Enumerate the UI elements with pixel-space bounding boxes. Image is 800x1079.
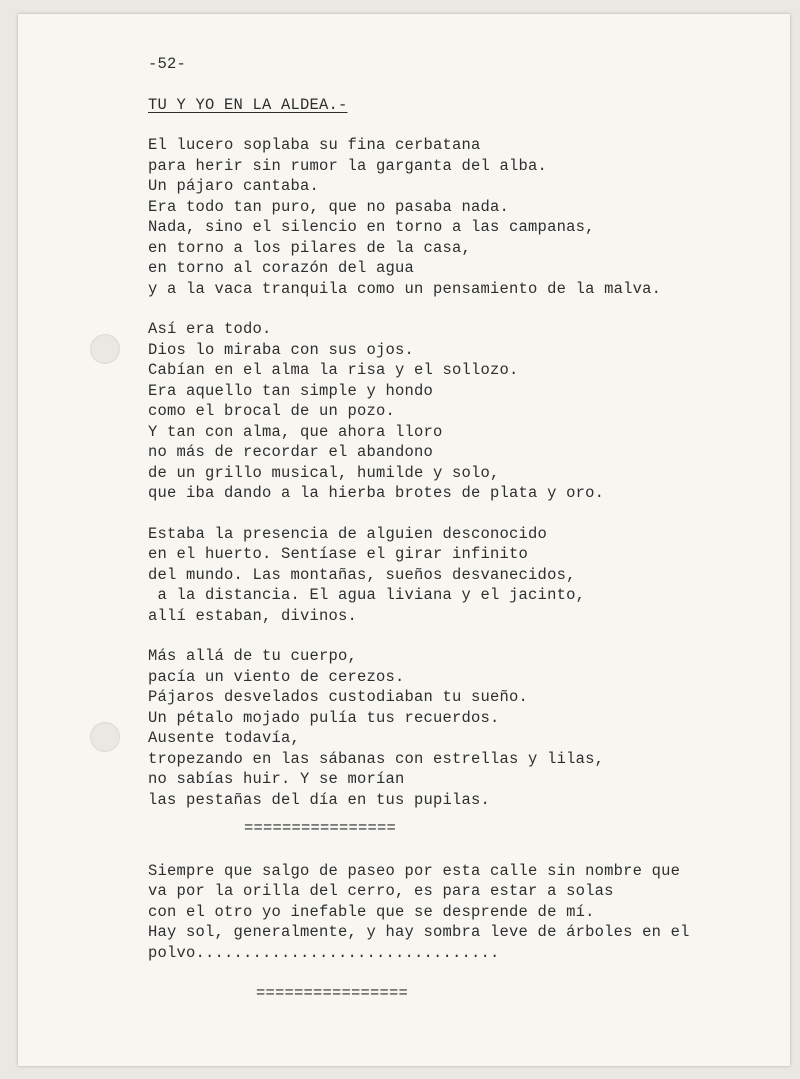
prose-line: Siempre que salgo de paseo por esta calle sin nombre que [148, 861, 681, 880]
verse-line: como el brocal de un pozo. [148, 402, 396, 420]
verse-line: Y tan con alma, que ahora lloro [148, 422, 443, 441]
verse-line: a la distancia. El agua liviana y el jacinto, [148, 586, 586, 604]
poem-title: TU Y YO EN LA ALDEA.- [148, 95, 348, 114]
verse-line: Un pétalo mojado pulía tus recuerdos. [148, 708, 500, 727]
verse-line: Estaba la presencia de alguien desconocido [148, 524, 548, 543]
verse-line: pacía un viento de cerezos. [148, 667, 405, 686]
prose-line: Hay sol, generalmente, y hay sombra leve de árboles en el [148, 923, 690, 941]
stanza-3 [148, 524, 788, 627]
verse-line: en el huerto. Sentíase el girar infinito [148, 545, 529, 563]
verse-line: y a la vaca tranquila como un pensamiento de la malva. [148, 279, 662, 298]
verse-line: para herir sin rumor la garganta del alba. [148, 156, 548, 175]
verse-line: allí estaban, divinos. [148, 606, 358, 625]
punch-hole [90, 334, 120, 364]
verse-line: en torno a los pilares de la casa, [148, 238, 472, 257]
page-text [148, 54, 788, 1026]
verse-line: El lucero soplaba su fina cerbatana [148, 136, 481, 154]
punch-hole [90, 722, 120, 752]
verse-line: Nada, sino el silencio en torno a las campanas, [148, 218, 595, 236]
prose-line: va por la orilla del cerro, es para estar a solas [148, 882, 614, 900]
prose-paragraph [148, 861, 788, 964]
stanza-2 [148, 319, 788, 504]
verse-line: Un pájaro cantaba. [148, 177, 320, 195]
verse-line: Era todo tan puro, que no pasaba nada. [148, 197, 510, 216]
prose-line: polvo................................ [148, 943, 500, 962]
separator-line: ================ [244, 819, 397, 837]
verse-line: Así era todo. [148, 320, 272, 338]
verse-line: Más allá de tu cuerpo, [148, 647, 358, 665]
stanza-4 [148, 646, 788, 810]
verse-line: Pájaros desvelados custodiaban tu sueño. [148, 688, 529, 706]
verse-line: Era aquello tan simple y hondo [148, 381, 434, 400]
verse-line: de un grillo musical, humilde y solo, [148, 463, 500, 482]
verse-line: no más de recordar el abandono [148, 443, 434, 461]
prose-line: con el otro yo inefable que se desprende de mí. [148, 902, 595, 921]
verse-line: que iba dando a la hierba brotes de plata y oro. [148, 484, 605, 502]
verse-line: las pestañas del día en tus pupilas. [148, 790, 491, 809]
verse-line: en torno al corazón del agua [148, 259, 415, 277]
page-number: -52- [148, 55, 187, 73]
typewritten-page [18, 14, 790, 1066]
verse-line: tropezando en las sábanas con estrellas y lilas, [148, 749, 605, 768]
verse-line: Ausente todavía, [148, 729, 301, 747]
stanza-1 [148, 135, 788, 299]
verse-line: del mundo. Las montañas, sueños desvanecidos, [148, 565, 576, 584]
verse-line: Dios lo miraba con sus ojos. [148, 340, 415, 359]
verse-line: Cabían en el alma la risa y el sollozo. [148, 361, 519, 379]
verse-line: no sabías huir. Y se morían [148, 770, 405, 788]
separator-line: ================ [256, 984, 409, 1002]
